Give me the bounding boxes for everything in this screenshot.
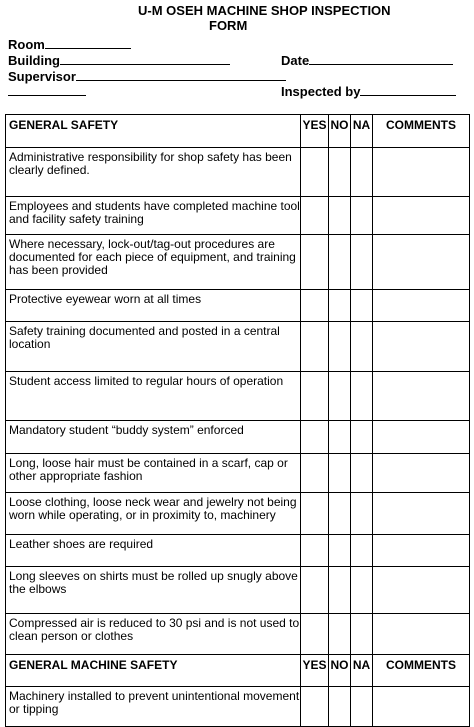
checklist-item: Where necessary, lock-out/tag-out procedures are documented for each piece of equipment, and training has been provided bbox=[6, 235, 301, 290]
checklist-item: Student access limited to regular hours of operation bbox=[6, 372, 301, 421]
comments-cell[interactable] bbox=[373, 235, 470, 290]
inspected-by-label: Inspected by bbox=[281, 84, 361, 99]
comments-cell[interactable] bbox=[373, 454, 470, 493]
no-checkbox-cell[interactable] bbox=[329, 687, 351, 727]
na-checkbox-cell[interactable] bbox=[351, 148, 373, 197]
form-title: U-M OSEH MACHINE SHOP INSPECTION bbox=[138, 3, 391, 18]
na-checkbox-cell[interactable] bbox=[351, 197, 373, 235]
no-checkbox-cell[interactable] bbox=[329, 567, 351, 614]
comments-cell[interactable] bbox=[373, 687, 470, 727]
date-label: Date bbox=[281, 53, 310, 68]
no-column-header: NO bbox=[329, 655, 351, 687]
checklist-row bbox=[6, 148, 470, 197]
section-header-general-machine-safety bbox=[6, 655, 470, 687]
section-header-general-safety bbox=[6, 115, 470, 148]
na-checkbox-cell[interactable] bbox=[351, 235, 373, 290]
na-checkbox-cell[interactable] bbox=[351, 454, 373, 493]
na-checkbox-cell[interactable] bbox=[351, 687, 373, 727]
no-checkbox-cell[interactable] bbox=[329, 454, 351, 493]
checklist-item: Employees and students have completed machine tool and facility safety training bbox=[6, 197, 301, 235]
yes-checkbox-cell[interactable] bbox=[301, 421, 329, 454]
yes-checkbox-cell[interactable] bbox=[301, 614, 329, 655]
checklist-item: Safety training documented and posted in a central location bbox=[6, 322, 301, 372]
checklist-row bbox=[6, 614, 470, 655]
no-checkbox-cell[interactable] bbox=[329, 421, 351, 454]
no-checkbox-cell[interactable] bbox=[329, 322, 351, 372]
supervisor-blank[interactable] bbox=[76, 69, 286, 81]
checklist-item: Loose clothing, loose neck wear and jewelry not being worn while operating, or in proximity to, machinery bbox=[6, 493, 301, 535]
comments-column-header: COMMENTS bbox=[373, 115, 470, 148]
comments-cell[interactable] bbox=[373, 493, 470, 535]
yes-checkbox-cell[interactable] bbox=[301, 454, 329, 493]
checklist-row bbox=[6, 535, 470, 567]
room-blank[interactable] bbox=[45, 37, 131, 49]
checklist-row bbox=[6, 567, 470, 614]
comments-cell[interactable] bbox=[373, 614, 470, 655]
checklist-item: Administrative responsibility for shop safety has been clearly defined. bbox=[6, 148, 301, 197]
no-checkbox-cell[interactable] bbox=[329, 614, 351, 655]
yes-checkbox-cell[interactable] bbox=[301, 235, 329, 290]
comments-cell[interactable] bbox=[373, 290, 470, 322]
yes-checkbox-cell[interactable] bbox=[301, 148, 329, 197]
checklist-item: Protective eyewear worn at all times bbox=[6, 290, 301, 322]
supervisor-field bbox=[8, 69, 286, 84]
na-checkbox-cell[interactable] bbox=[351, 567, 373, 614]
yes-checkbox-cell[interactable] bbox=[301, 535, 329, 567]
na-checkbox-cell[interactable] bbox=[351, 372, 373, 421]
yes-column-header: YES bbox=[301, 115, 329, 148]
no-checkbox-cell[interactable] bbox=[329, 535, 351, 567]
no-checkbox-cell[interactable] bbox=[329, 197, 351, 235]
date-field bbox=[281, 53, 453, 68]
comments-cell[interactable] bbox=[373, 421, 470, 454]
checklist-row bbox=[6, 322, 470, 372]
checklist-row bbox=[6, 372, 470, 421]
yes-checkbox-cell[interactable] bbox=[301, 687, 329, 727]
section-heading: GENERAL SAFETY bbox=[6, 115, 301, 148]
comments-cell[interactable] bbox=[373, 567, 470, 614]
date-blank[interactable] bbox=[309, 53, 453, 65]
yes-column-header: YES bbox=[301, 655, 329, 687]
no-checkbox-cell[interactable] bbox=[329, 372, 351, 421]
room-label: Room bbox=[8, 37, 45, 52]
checklist-item: Compressed air is reduced to 30 psi and is not used to clean person or clothes bbox=[6, 614, 301, 655]
checklist-row bbox=[6, 421, 470, 454]
supervisor-label: Supervisor bbox=[8, 69, 76, 84]
inspected-by-blank[interactable] bbox=[360, 84, 456, 96]
building-label: Building bbox=[8, 53, 60, 68]
checklist-row bbox=[6, 493, 470, 535]
checklist-row bbox=[6, 454, 470, 493]
room-field bbox=[8, 37, 131, 52]
checklist-item: Leather shoes are required bbox=[6, 535, 301, 567]
checklist-row bbox=[6, 197, 470, 235]
na-checkbox-cell[interactable] bbox=[351, 290, 373, 322]
no-checkbox-cell[interactable] bbox=[329, 148, 351, 197]
comments-cell[interactable] bbox=[373, 148, 470, 197]
no-checkbox-cell[interactable] bbox=[329, 493, 351, 535]
no-checkbox-cell[interactable] bbox=[329, 235, 351, 290]
comments-cell[interactable] bbox=[373, 372, 470, 421]
na-checkbox-cell[interactable] bbox=[351, 535, 373, 567]
no-checkbox-cell[interactable] bbox=[329, 290, 351, 322]
checklist-row bbox=[6, 687, 470, 727]
yes-checkbox-cell[interactable] bbox=[301, 493, 329, 535]
comments-cell[interactable] bbox=[373, 535, 470, 567]
no-column-header: NO bbox=[329, 115, 351, 148]
comments-cell[interactable] bbox=[373, 197, 470, 235]
inspection-table bbox=[5, 114, 470, 727]
comments-cell[interactable] bbox=[373, 322, 470, 372]
building-blank[interactable] bbox=[60, 53, 230, 65]
comments-column-header: COMMENTS bbox=[373, 655, 470, 687]
checklist-item: Long, loose hair must be contained in a scarf, cap or other appropriate fashion bbox=[6, 454, 301, 493]
unlabeled-blank[interactable] bbox=[8, 84, 86, 96]
checklist-row bbox=[6, 235, 470, 290]
na-column-header: NA bbox=[351, 115, 373, 148]
section-heading: GENERAL MACHINE SAFETY bbox=[6, 655, 301, 687]
yes-checkbox-cell[interactable] bbox=[301, 197, 329, 235]
checklist-item: Machinery installed to prevent unintentional movement or tipping bbox=[6, 687, 301, 727]
yes-checkbox-cell[interactable] bbox=[301, 567, 329, 614]
na-checkbox-cell[interactable] bbox=[351, 322, 373, 372]
inspected-by-field bbox=[281, 84, 456, 99]
yes-checkbox-cell[interactable] bbox=[301, 322, 329, 372]
na-checkbox-cell[interactable] bbox=[351, 614, 373, 655]
building-field bbox=[8, 53, 230, 68]
yes-checkbox-cell[interactable] bbox=[301, 372, 329, 421]
na-checkbox-cell[interactable] bbox=[351, 421, 373, 454]
checklist-row bbox=[6, 290, 470, 322]
unlabeled-field bbox=[8, 84, 86, 99]
checklist-item: Mandatory student “buddy system” enforced bbox=[6, 421, 301, 454]
form-title-continued: FORM bbox=[209, 18, 248, 33]
yes-checkbox-cell[interactable] bbox=[301, 290, 329, 322]
checklist-item: Long sleeves on shirts must be rolled up snugly above the elbows bbox=[6, 567, 301, 614]
na-column-header: NA bbox=[351, 655, 373, 687]
na-checkbox-cell[interactable] bbox=[351, 493, 373, 535]
